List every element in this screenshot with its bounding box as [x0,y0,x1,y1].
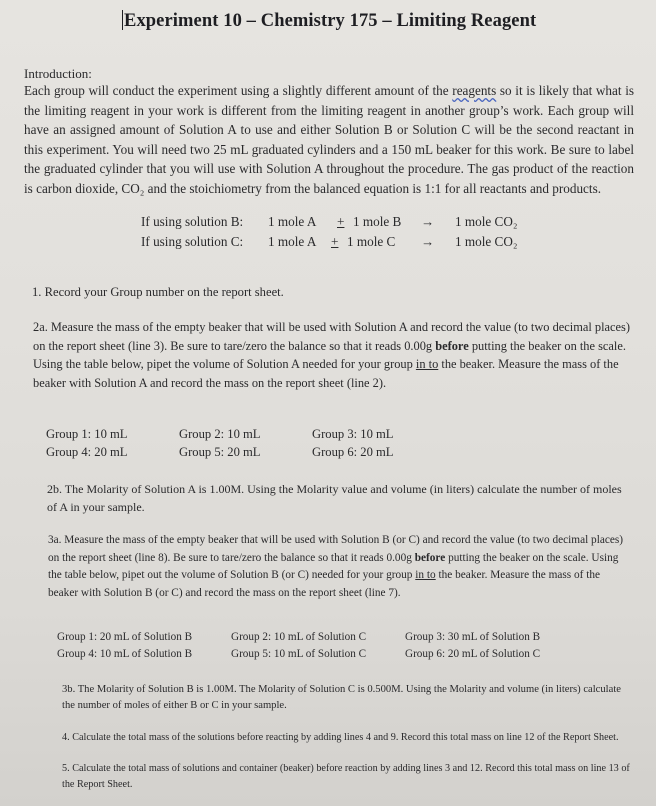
step-4: 4. Calculate the total mass of the solutions before reacting by adding lines 4 and 9. Record this total mass on line 12 of the Report Sheet. [62,732,619,743]
group-volume-a: Group 6: 20 mL [312,445,394,459]
step-1: 1. Record your Group number on the report sheet. [32,285,284,299]
step-2b: 2b. The Molarity of Solution A is 1.00M. Using the Molarity value and volume (in liters) calculate the number of moles of A in your sample. [47,482,622,514]
document-page: Experiment 10 – Chemistry 175 – Limiting Reagent Introduction: Each group will conduct the experiment using a slightly different amount of the reagents so it is likely that what is the limiting reagent in your work is different from the limiting reagent in another group’s work. Each group will have an assigned amount of Solution A to use and either Solution B or Solution C will be the second reactant in this experiment. You will need two 25 mL graduated cylinders and a 150 mL beaker for this work. Be sure to label the graduated cylinder that you will use with Solution A throughout the procedure. The gas product of the reaction is carbon dioxide, CO₂ and the stoichiometry from the balanced equation is 1:1 for all reactants and products. If using solution B: 1 mole A + 1 mole B → 1 mole CO₂ If using solution C: 1 mole A + 1 mole C → 1 mole CO₂ 1. Record your Group number on the report sheet. 2a. Measure the mass of the empty beaker that will be used with Solution A and record the value (to two decimal places) on the report sheet (line 3). Be sure to tare/zero the balance so that it reads 0.00g before putting the beaker on the scale. Using the table below, pipet the volume of Solution A needed for your group in to the beaker. Measure the mass of the beaker with Solution A and record the mass on the report sheet (line 2). Group 1: 10 mL Group 2: 10 mL Group 3: 10 mL Group 4: 20 mL Group 5: 20 mL Group 6: 20 mL 2b. The Molarity of Solution A is 1.00M. Using the Molarity value and volume (in liters) calculate the number of moles of A in your sample. 3a. Measure the mass of the empty beaker that will be used with Solution B (or C) and record the value (to two decimal places) on the report sheet (line 8). Be sure to tare/zero the balance so that it reads 0.00g before putting the beaker on the scale. Using the table below, pipet out the volume of Solution B (or C) needed for your group in to the beaker. Measure the mass of the beaker with Solution B (or C) and record the mass on the report sheet (line 7). Group 1: 20 mL of Solution B Group 2: 10 mL of Solution C Group 3: 30 mL of Solution B Group 4: 10 mL of Solution B Group 5: 10 mL of Solution C Group 6: 20 mL of Solution C 3b. The Molarity of Solution B is 1.00M. The Molarity of Solution C is 0.500M. Using the Molarity and volume (in liters) calculate the number of moles of either B or C in your sample. 4. Calculate the total mass of the solutions before reacting by adding lines 4 and 9. Record this total mass on line 12 of the Report Sheet. 5. Calculate the total mass of solutions and container (beaker) before reaction by adding lines 3 and 12. Record this total mass on line 13 of the Report Sheet. [0,0,656,806]
step-3a: 3a. Measure the mass of the empty beaker that will be used with Solution B (or C) and record the value (to two decimal places) on the report sheet (line 8). Be sure to tare/zero the balance so that it reads 0.00g before putting the beaker on the scale. Using the table below, pipet out the volume of Solution B (or C) needed for your group in to the beaker. Measure the mass of the beaker with Solution B (or C) and record the mass on the report sheet (line 7). [48,534,624,599]
group-volume-b: Group 2: 10 mL of Solution C [231,631,367,643]
group-volume-a: Group 4: 20 mL [46,445,128,459]
group-volume-a: Group 3: 10 mL [312,427,394,441]
group-volume-a: Group 2: 10 mL [179,427,261,441]
text-cursor [122,10,123,30]
group-volume-b: Group 1: 20 mL of Solution B [57,631,193,643]
group-volume-b: Group 5: 10 mL of Solution C [231,648,367,660]
spellcheck-word: reagents [452,83,497,98]
arrow-icon: → [421,214,435,229]
introduction-heading: Introduction: [24,66,92,81]
document-title: Experiment 10 – Chemistry 175 – Limiting Reagent [124,11,537,31]
group-volume-b: Group 3: 30 mL of Solution B [405,631,541,643]
group-volume-a: Group 5: 20 mL [179,445,261,459]
step-5: 5. Calculate the total mass of solutions and container (beaker) before reaction by adding lines 3 and 12. Record this total mass on line 13 of the Report Sheet. [62,763,630,790]
step-2a: 2a. Measure the mass of the empty beaker that will be used with Solution A and record the value (to two decimal places) on the report sheet (line 3). Be sure to tare/zero the balance so that it reads 0.00g before putting the beaker on the scale. Using the table below, pipet the volume of Solution A needed for your group in to the beaker. Measure the mass of the beaker with Solution A and record the mass on the report sheet (line 2). [33,320,630,390]
arrow-icon: → [421,234,435,249]
step-3b: 3b. The Molarity of Solution B is 1.00M. The Molarity of Solution C is 0.500M. Using the Molarity and volume (in liters) calculate the number of moles of either B or C in your sample. [62,684,621,711]
group-volume-a: Group 1: 10 mL [46,427,128,441]
group-volume-b: Group 4: 10 mL of Solution B [57,648,193,660]
group-volume-b: Group 6: 20 mL of Solution C [405,648,541,660]
introduction-paragraph: Each group will conduct the experiment using a slightly different amount of the reagents so it is likely that what is the limiting reagent in your work is different from the limiting reagent in another group’s work. Each group will have an assigned amount of Solution A to use and either Solution B or Solution C will be the second reactant in this experiment. You will need two 25 mL graduated cylinders and a 150 mL beaker for this work. Be sure to label the graduated cylinder that you will use with Solution A throughout the procedure. The gas product of the reaction is carbon dioxide, CO₂ and the stoichiometry from the balanced equation is 1:1 for all reactants and products. [24,83,634,196]
